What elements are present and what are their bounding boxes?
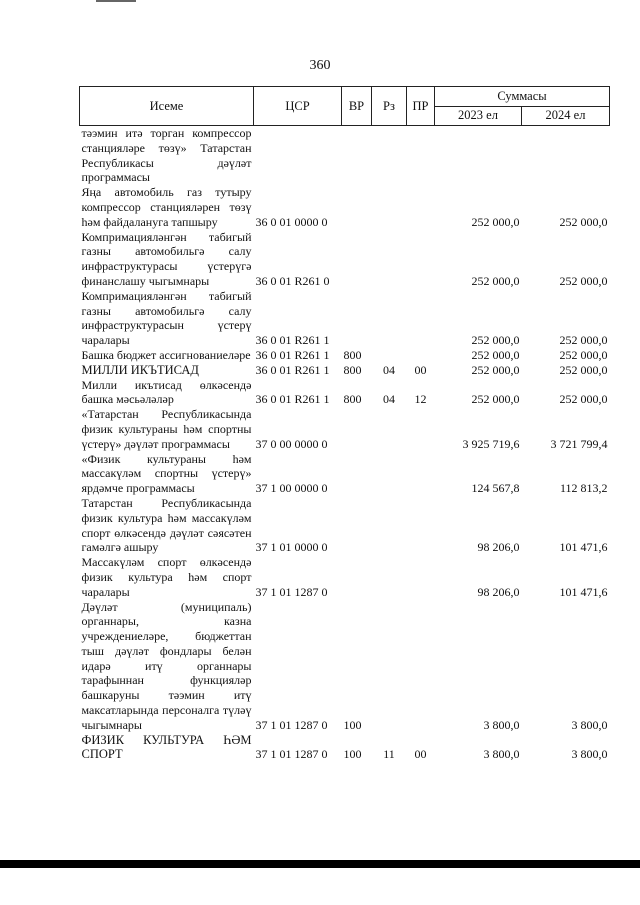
- row-pr: [407, 496, 435, 555]
- row-pr: [407, 289, 435, 348]
- scan-artifact: [96, 0, 136, 2]
- row-vr: [342, 555, 372, 599]
- row-name: Яңа автомобиль газ тутыру компрессор станцияләрен төзү һәм файдалануга тапшыру: [81, 185, 252, 229]
- row-csr: 36 0 01 R261 0: [255, 273, 330, 288]
- row-vr: 800: [343, 392, 362, 407]
- header-vr: ВР: [342, 87, 372, 126]
- row-pr: [407, 185, 435, 229]
- row-csr: 36 0 01 R261 1: [255, 392, 330, 407]
- row-sum-2024: 3 800,0: [571, 717, 608, 732]
- row-pr: [407, 555, 435, 599]
- row-sum-2024: 252 000,0: [559, 392, 608, 407]
- row-sum-2023: 252 000,0: [471, 392, 520, 407]
- table-row: [80, 452, 610, 496]
- header-rz: Рз: [372, 87, 407, 126]
- row-vr: 100: [343, 717, 362, 732]
- row-sum-2023: [435, 126, 522, 186]
- row-sum-2023: 252 000,0: [471, 362, 520, 377]
- row-rz: [372, 126, 407, 186]
- row-pr: [407, 348, 435, 363]
- table-row: [80, 348, 610, 363]
- row-sum-2024: 101 471,6: [559, 540, 608, 555]
- row-sum-2023: 252 000,0: [471, 214, 520, 229]
- row-name: Компримацияләнгән табигый газны автомобильгә салу инфраструктурасы үстерүгә финанслашу чыгымнары: [81, 229, 252, 288]
- row-rz: 11: [383, 747, 395, 762]
- row-csr: [254, 126, 342, 186]
- row-sum-2023: 98 206,0: [477, 584, 520, 599]
- row-name: «Татарстан Республикасында физик культураны һәм спортны үстерү» дәүләт программасы: [81, 407, 252, 451]
- table-row: [80, 185, 610, 229]
- row-sum-2023: 3 800,0: [483, 717, 520, 732]
- row-pr: [407, 600, 435, 733]
- row-pr: 00: [414, 362, 427, 377]
- row-vr: [342, 230, 372, 289]
- header-sums: Суммасы: [435, 87, 610, 107]
- row-csr: 37 1 01 1287 0: [255, 717, 328, 732]
- row-rz: [372, 289, 407, 348]
- row-sum-2023: 252 000,0: [471, 333, 520, 348]
- row-vr: [342, 185, 372, 229]
- row-csr: 37 1 01 1287 0: [255, 747, 328, 762]
- row-pr: 00: [414, 747, 427, 762]
- row-vr: [342, 407, 372, 451]
- table-row: [80, 126, 610, 186]
- row-rz: [372, 496, 407, 555]
- row-rz: [372, 452, 407, 496]
- table-row: [80, 407, 610, 451]
- row-sum-2023: 3 925 719,6: [462, 436, 520, 451]
- row-rz: 04: [383, 392, 395, 407]
- row-sum-2023: 98 206,0: [477, 540, 520, 555]
- page-number: 360: [309, 58, 331, 73]
- row-csr: 37 1 01 1287 0: [255, 584, 328, 599]
- row-sum-2023: 124 567,8: [471, 481, 520, 496]
- row-sum-2023: 252 000,0: [471, 347, 520, 362]
- row-sum-2024: [522, 126, 610, 186]
- row-csr: 36 0 01 R261 1: [255, 333, 330, 348]
- row-rz: [372, 407, 407, 451]
- row-sum-2024: 252 000,0: [559, 214, 608, 229]
- row-sum-2024: 252 000,0: [559, 273, 608, 288]
- row-sum-2024: 101 471,6: [559, 584, 608, 599]
- row-name: Компримацияләнгән табигый газны автомобильгә салу инфраструктурасын үстерү чаралары: [81, 288, 252, 348]
- row-pr: [407, 407, 435, 451]
- row-name: «Физик культураны һәм массакүләм спортны үстерү» ярдәмче программасы: [81, 451, 252, 496]
- row-rz: 04: [383, 362, 395, 377]
- row-pr: 12: [414, 392, 427, 407]
- table-row: [80, 600, 610, 733]
- row-csr: 36 0 01 0000 0: [255, 214, 328, 229]
- row-vr: [342, 126, 372, 186]
- table-row: [80, 733, 610, 763]
- row-vr: [342, 289, 372, 348]
- row-sum-2024: 252 000,0: [559, 347, 608, 362]
- row-csr: 37 1 01 0000 0: [255, 540, 328, 555]
- row-name: МИЛЛИ ИКЪТИСАД: [81, 362, 199, 377]
- header-name: Исеме: [80, 87, 254, 126]
- row-sum-2024: 252 000,0: [559, 362, 608, 377]
- row-sum-2023: 3 800,0: [483, 747, 520, 762]
- row-pr: [407, 452, 435, 496]
- row-rz: [372, 348, 407, 363]
- row-sum-2023: 252 000,0: [471, 273, 520, 288]
- header-year-2024: 2024 ел: [522, 106, 610, 126]
- row-name: Дәүләт (муниципаль) органнары, казна учреждениеләре, бюджеттан тыш дәүләт фондлары белән идарә итү органнары тарафыннан функцияләр башкаруны тәэмин итү максатларында персоналга түләү чыгымнары: [81, 599, 252, 732]
- row-pr: [407, 126, 435, 186]
- row-sum-2024: 252 000,0: [559, 333, 608, 348]
- row-csr: 37 0 00 0000 0: [255, 436, 328, 451]
- row-csr: 36 0 01 R261 1: [255, 347, 330, 362]
- row-csr: 36 0 01 R261 1: [255, 362, 330, 377]
- row-vr: 800: [343, 347, 362, 362]
- row-vr: 800: [343, 362, 362, 377]
- table-row: [80, 555, 610, 599]
- table-row: [80, 289, 610, 348]
- row-rz: [372, 600, 407, 733]
- row-name: тәэмин итә торган компрессор станцияләре төзү» Татарстан Республикасы дәүләт программасы: [81, 126, 252, 185]
- row-csr: 37 1 00 0000 0: [255, 481, 328, 496]
- row-pr: [407, 230, 435, 289]
- header-csr: ЦСР: [254, 87, 342, 126]
- scan-border: [0, 860, 640, 868]
- row-name: Массакүләм спорт өлкәсендә физик культура һәм спорт чаралары: [81, 555, 252, 599]
- header-pr: ПР: [407, 87, 435, 126]
- table-row: [80, 496, 610, 555]
- table-row: [80, 363, 610, 378]
- row-vr: 100: [343, 747, 362, 762]
- header-year-2023: 2023 ел: [435, 106, 522, 126]
- row-name: Татарстан Республикасында физик культура һәм массакүләм спорт өлкәсендә дәүләт сәясәтен гамәлгә ашыру: [81, 495, 252, 555]
- row-sum-2024: 3 721 799,4: [550, 436, 608, 451]
- row-name: Милли икътисад өлкәсендә башка мәсьәләләр: [81, 377, 252, 407]
- table-row: [80, 230, 610, 289]
- row-vr: [342, 452, 372, 496]
- table-body: [80, 126, 610, 763]
- row-name: ФИЗИК КУЛЬТУРА ҺӘМ СПОРТ: [81, 732, 252, 762]
- row-name: Башка бюджет ассигнованиеләре: [81, 347, 251, 362]
- table-row: [80, 378, 610, 408]
- row-rz: [372, 555, 407, 599]
- row-sum-2024: 112 813,2: [559, 481, 608, 496]
- budget-table: [79, 86, 610, 762]
- row-rz: [372, 185, 407, 229]
- row-vr: [342, 496, 372, 555]
- row-rz: [372, 230, 407, 289]
- row-sum-2024: 3 800,0: [571, 747, 608, 762]
